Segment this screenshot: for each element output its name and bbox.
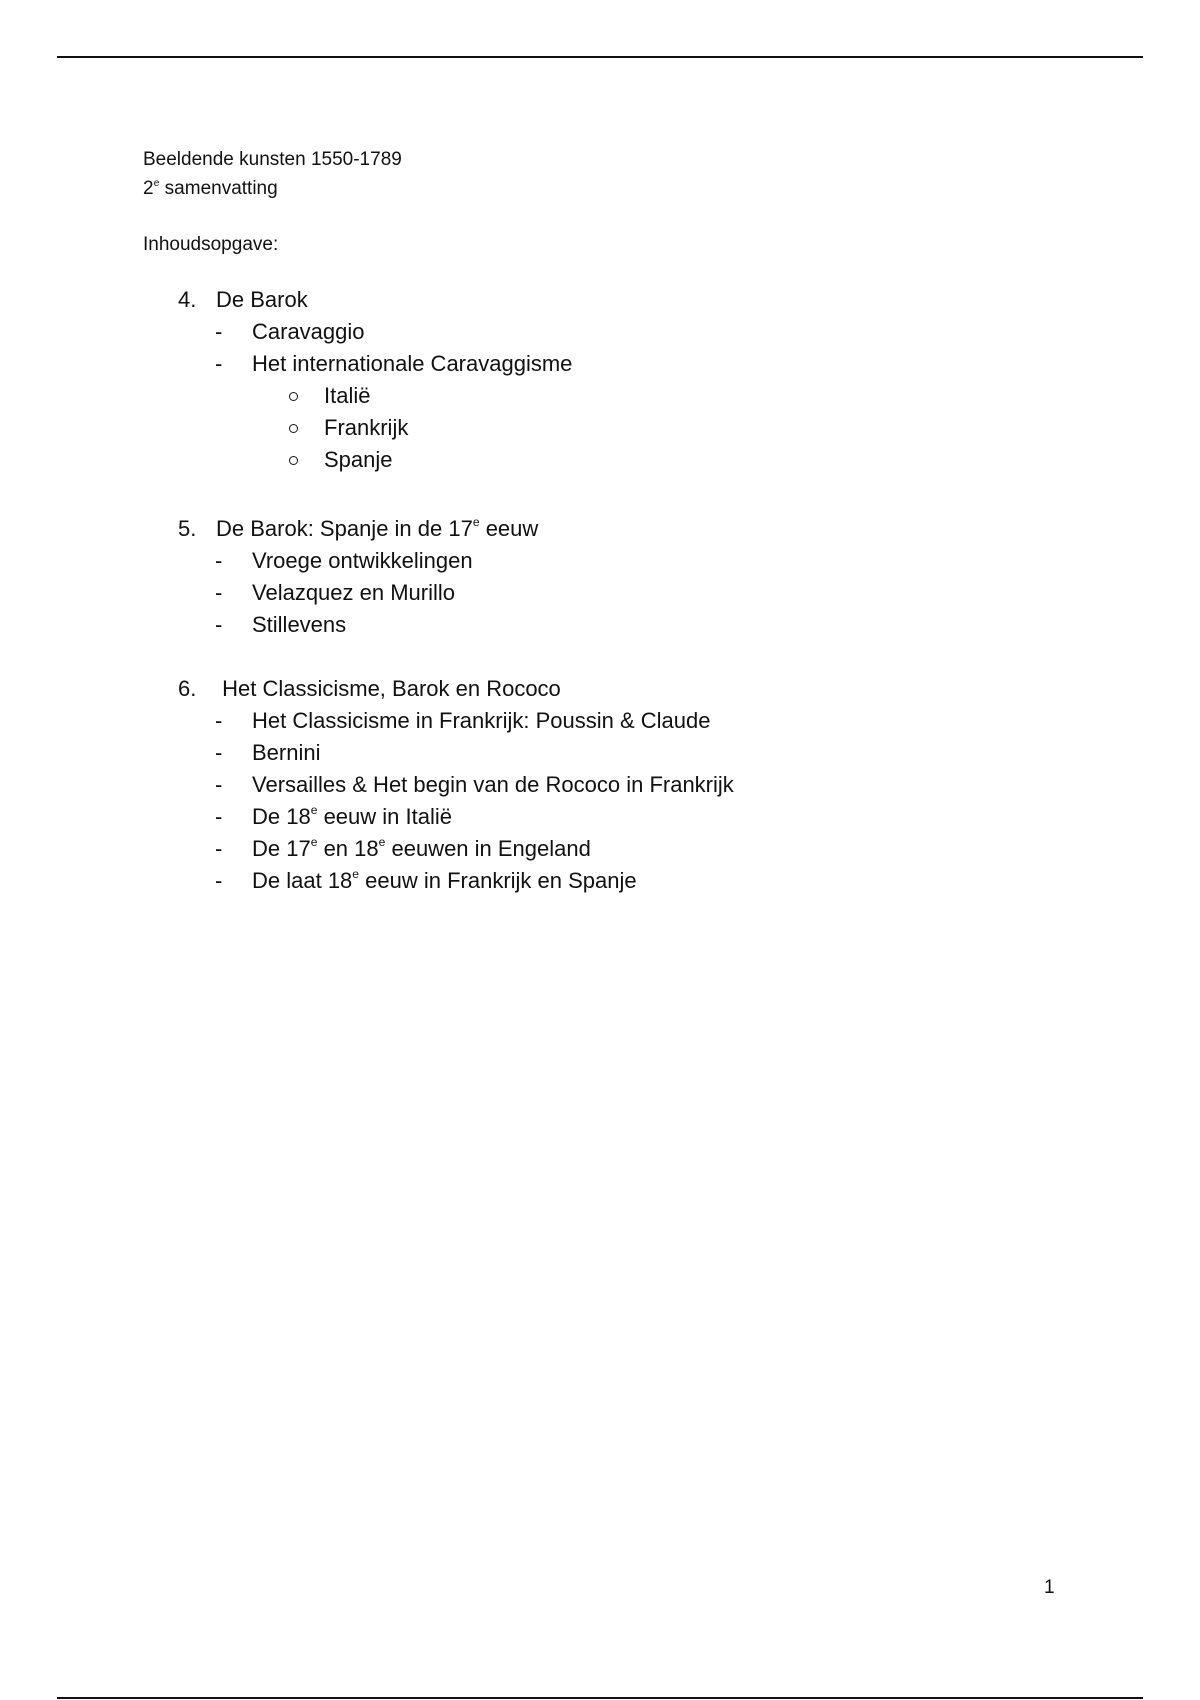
subtitle-text: samenvatting — [159, 178, 278, 199]
list-item-text: eeuw in Frankrijk en Spanje — [359, 868, 637, 893]
sub-list-item-text: Italië — [324, 383, 371, 408]
bottom-rule — [57, 1697, 1143, 1699]
circle-bullet-icon — [289, 392, 298, 401]
list-item-text: Bernini — [252, 740, 321, 765]
section-heading — [178, 513, 538, 545]
list-item — [178, 833, 734, 865]
dash-bullet: - — [215, 708, 223, 733]
sub-list-item — [178, 380, 572, 412]
subtitle-superscript: e — [153, 177, 160, 189]
dash-bullet: - — [215, 319, 223, 344]
sub-list-item — [178, 444, 572, 476]
section-number: 6. — [178, 676, 197, 701]
list-item-text: De laat 18 — [252, 868, 353, 893]
dash-bullet: - — [215, 740, 223, 765]
list-item-text: Het internationale Caravaggisme — [252, 351, 573, 376]
section-title: Het Classicisme, Barok en Rococo — [216, 676, 561, 701]
list-item-text: De 18 — [252, 804, 311, 829]
list-item-text: Versailles & Het begin van de Rococo in Frankrijk — [252, 772, 734, 797]
list-item — [178, 705, 734, 737]
dash-bullet: - — [215, 580, 223, 605]
section-title-text: De Barok: Spanje in de 17 — [216, 516, 473, 541]
section-number: 4. — [178, 287, 197, 312]
list-item-text: Velazquez en Murillo — [252, 580, 456, 605]
section-number: 5. — [178, 516, 197, 541]
list-item-text: en 18 — [317, 836, 379, 861]
list-item-text: eeuwen in Engeland — [385, 836, 591, 861]
list-item — [178, 348, 572, 380]
dash-bullet: - — [215, 836, 223, 861]
document-header — [143, 145, 402, 203]
list-item — [178, 865, 734, 897]
section-title-text: eeuw — [479, 516, 539, 541]
dash-bullet: - — [215, 612, 223, 637]
list-item — [178, 609, 538, 641]
toc-section-4 — [178, 284, 572, 476]
list-item-superscript: e — [310, 803, 318, 818]
list-item — [178, 545, 538, 577]
section-title: De Barok — [216, 287, 308, 312]
dash-bullet: - — [215, 804, 223, 829]
circle-bullet-icon — [289, 456, 298, 465]
toc-label: Inhoudsopgave: — [143, 234, 279, 255]
top-rule — [57, 56, 1143, 58]
circle-bullet-icon — [289, 424, 298, 433]
list-item — [178, 316, 572, 348]
page-number: 1 — [1044, 1577, 1055, 1598]
sub-list-item — [178, 412, 572, 444]
toc-section-6 — [178, 673, 734, 897]
list-item — [178, 769, 734, 801]
list-item-text: De 17 — [252, 836, 311, 861]
list-item — [178, 577, 538, 609]
toc-section-5 — [178, 513, 538, 641]
list-item-superscript: e — [352, 867, 360, 882]
sub-list-item-text: Spanje — [324, 447, 393, 472]
list-item-text: Het Classicisme in Frankrijk: Poussin & Claude — [252, 708, 711, 733]
list-item-text: Stillevens — [252, 612, 347, 637]
subtitle-number: 2 — [143, 178, 154, 199]
sub-list-item-text: Frankrijk — [324, 415, 409, 440]
document-title: Beeldende kunsten 1550-1789 — [143, 149, 402, 170]
list-item-text: eeuw in Italië — [317, 804, 452, 829]
section-items — [178, 705, 734, 897]
section-heading — [178, 673, 734, 705]
document-subtitle — [143, 174, 402, 203]
list-item — [178, 737, 734, 769]
section-items — [178, 316, 572, 380]
dash-bullet: - — [215, 548, 223, 573]
section-title-superscript: e — [472, 515, 480, 530]
dash-bullet: - — [215, 351, 223, 376]
dash-bullet: - — [215, 772, 223, 797]
list-item-text: Caravaggio — [252, 319, 365, 344]
list-item-superscript: e — [310, 835, 318, 850]
list-item-superscript: e — [378, 835, 386, 850]
list-item — [178, 801, 734, 833]
section-title — [216, 516, 538, 541]
section-items — [178, 545, 538, 641]
dash-bullet: - — [215, 868, 223, 893]
section-subitems — [178, 380, 572, 476]
list-item-text: Vroege ontwikkelingen — [252, 548, 473, 573]
section-heading — [178, 284, 572, 316]
